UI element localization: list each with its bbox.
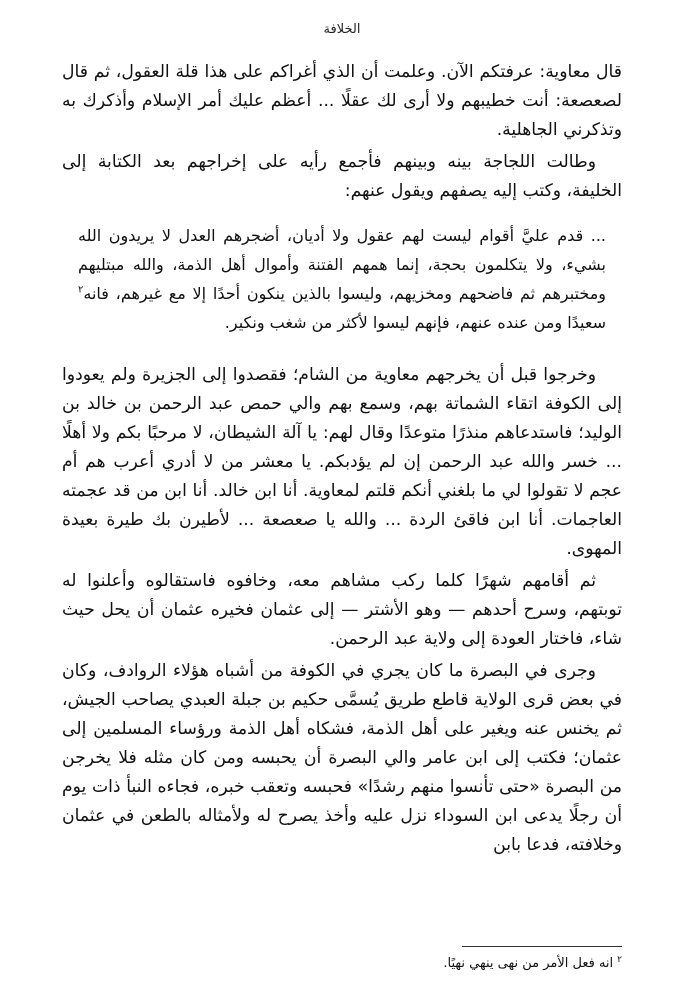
block-quote [78, 221, 606, 337]
paragraph-2: وطالت اللجاجة بينه وبينهم فأجمع رأيه على إخراجهم بعد الكتابة إلى الخليفة، وكتب إليه يصفهم ويقول عنهم: [62, 152, 622, 201]
footnote-number: ٢ [617, 954, 622, 965]
footnote [62, 954, 622, 974]
quote-text-part-1: ... قدم عليَّ أقوام ليست لهم عقول ولا أديان، أضجرهم العدل لا يريدون الله بشيء، ولا يتكلمون بحجة، إنما همهم الفتنة وأموال أهل الذمة، والله مبتليهم ومختبرهم ثم فاضحهم ومخزيهم، وليسوا بالذين ينكون أحدًا إلا مع غيرهم، فانه [78, 226, 606, 303]
paragraph-3: وخرجوا قبل أن يخرجهم معاوية من الشام؛ فقصدوا إلى الجزيرة ولم يعودوا إلى الكوفة اتقاء الشماتة بهم، وسمع بهم والي حمص عبد الرحمن بن خالد بن الوليد؛ فاستدعاهم منذرًا متوعدًا وقال لهم: يا آلة الشيطان، لا مرحبًا بكم ولا أهلًا ... خسر والله عبد الرحمن إن لم يؤدبكم. يا معشر من لا أدري أعرب هم أم عجم لا تقولوا لي ما بلغني أنكم قلتم لمعاوية. أنا ابن خالد. أنا ابن من قد عجمته العاجمات. أنا ابن فاقئ الردة ... والله يا صعصعة ... لأطيرن بك طيرة بعيدة المهوى. [62, 365, 622, 559]
quote-text-part-2: سعيدًا ومن عنده عنهم، فإنهم ليسوا لأكثر من شغب ونكير. [224, 313, 606, 332]
paragraph-5: وجرى في البصرة ما كان يجري في الكوفة من أشباه هؤلاء الروادف، وكان في بعض قرى الولاية قاطع طريق يُسمَّى حكيم بن جبلة العبدي يصاحب الجيش، ثم يخنس عنه ويغير على أهل الذمة، فشكاه أهل الذمة ورؤساء المسلمين إلى عثمان؛ فكتب إلى ابن عامر والي البصرة أن يحبسه ومن كان مثله فلا يخرجن من البصرة «حتى تأنسوا منهم رشدًا» فحبسه وتعقب خبره، فجاءه النبأ ذات يوم أن رجلًا يدعى ابن السوداء نزل عليه وأخذ يصرح له ولأمثاله بالطعن في عثمان وخلافته، فدعا بابن [62, 661, 622, 855]
paragraph-1: قال معاوية: عرفتكم الآن. وعلمت أن الذي أغراكم على هذا قلة العقول، ثم قال لصعصعة: أنت خطيبهم ولا أرى لك عقلًا ... أعظم عليك أمر الإسلام وأذكرك به وتذكرني الجاهلية. [62, 62, 622, 140]
footnote-divider [462, 946, 622, 947]
body-text [62, 58, 622, 863]
paragraph-4: ثم أقامهم شهرًا كلما ركب مشاهم معه، وخافوه فاستقالوه وأعلنوا له توبتهم، وسرح أحدهم — وهو الأشتر — إلى عثمان فخيره عثمان أن يحل حيث شاء، فاختار العودة إلى ولاية عبد الرحمن. [62, 571, 622, 649]
footnote-reference[interactable]: ٢ [78, 284, 84, 296]
running-header: الخلافة [323, 22, 361, 37]
footnote-text: انه فعل الأمر من نهى ينهي نهيًا. [443, 956, 614, 971]
